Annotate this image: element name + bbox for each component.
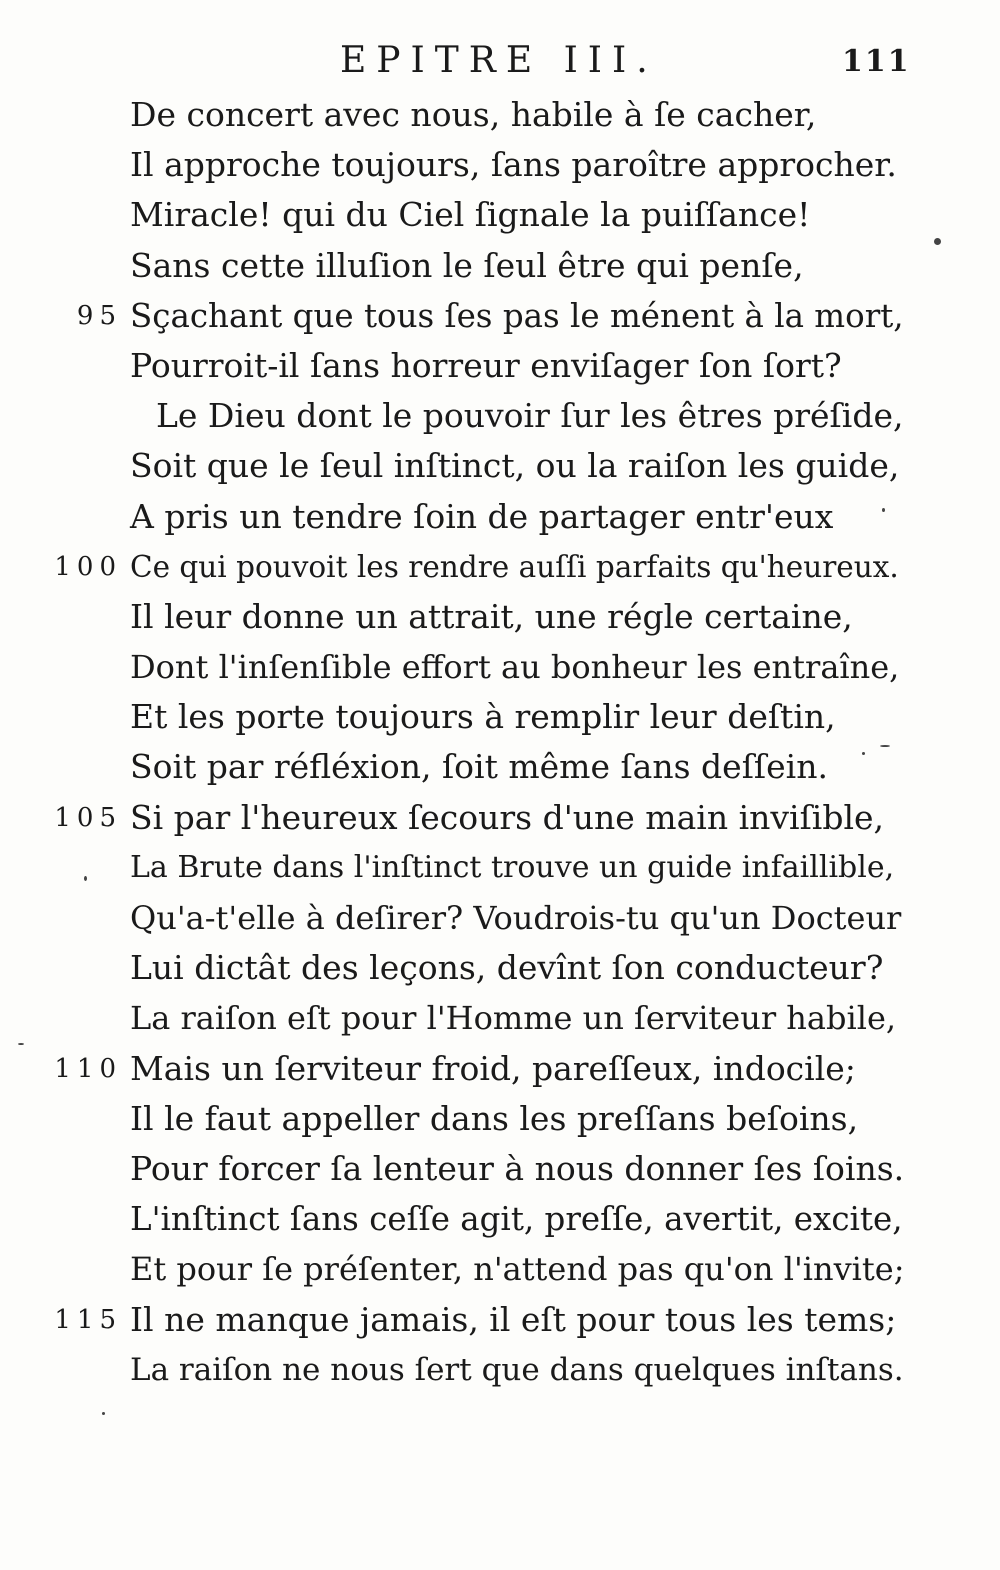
verse-number: 115: [54, 1304, 122, 1335]
verse-line: [0, 190, 1000, 240]
verse-line: [0, 1295, 1000, 1345]
page-number: 111: [842, 44, 911, 79]
verse-line: [0, 843, 1000, 893]
verse-text: Soit que le ſeul inſtinct, ou la raiſon les guide,: [130, 446, 900, 486]
verse-number: 110: [54, 1053, 122, 1084]
verse-text: Sçachant que tous ſes pas le ménent à la mort,: [130, 296, 904, 335]
verse-text: Et pour ſe préſenter, n'attend pas qu'on l'invite;: [130, 1250, 905, 1289]
verse-text: Dont l'inſenſible effort au bonheur les entraîne,: [130, 648, 900, 687]
verse-text: Qu'a-t'elle à deſirer? Voudrois-tu qu'un Docteur: [130, 899, 902, 937]
verse-line: [0, 441, 1000, 491]
verse-line: [0, 742, 1000, 792]
verse-line: [0, 1345, 1000, 1395]
verse-text: Si par l'heureux ſecours d'une main inviſible,: [130, 797, 885, 837]
verse-line: [0, 642, 1000, 692]
verse-line: [0, 793, 1000, 843]
ink-speck: [880, 745, 890, 747]
verse-line: [0, 1244, 1000, 1294]
ink-speck: [102, 1412, 105, 1415]
verse-text: La raiſon eſt pour l'Homme un ſerviteur habile,: [130, 999, 897, 1038]
verse-line: [0, 140, 1000, 190]
verse-line: [0, 943, 1000, 993]
verse-line: [0, 592, 1000, 642]
verse-text: Il approche toujours, ſans paroître approcher.: [130, 145, 897, 185]
verse-text: De concert avec nous, habile à ſe cacher,: [130, 95, 817, 134]
verse-line: [0, 1044, 1000, 1094]
verse-text: Miracle! qui du Ciel ſignale la puiſſance!: [130, 195, 811, 235]
verse-text: Il le faut appeller dans les preſſans beſoins,: [130, 1098, 859, 1138]
verse-text: La raiſon ne nous ſert que dans quelques inſtans.: [130, 1351, 904, 1388]
verse-text: La Brute dans l'inſtinct trouve un guide infaillible,: [130, 849, 895, 885]
verse-line: [0, 492, 1000, 542]
verse-text: Il ne manque jamais, il eſt pour tous les tems;: [130, 1299, 897, 1339]
verse-text: A pris un tendre ſoin de partager entr'eux: [130, 496, 834, 536]
verse-text: Le Dieu dont le pouvoir ſur les êtres préſide,: [156, 396, 904, 436]
verse-text: Il leur donne un attrait, une régle certaine,: [130, 596, 853, 636]
verse-text: Sans cette illuſion le ſeul être qui penſe,: [130, 245, 804, 285]
verse-line: [0, 993, 1000, 1043]
verse-text: Ce qui pouvoit les rendre auſſi parfaits qu'heureux.: [130, 549, 899, 584]
verse-text: Pourroit-il ſans horreur enviſager ſon ſort?: [130, 345, 842, 385]
verse-line: [0, 1144, 1000, 1194]
ink-speck: [84, 876, 87, 881]
poem-body: [0, 90, 1000, 1395]
ink-speck: [862, 752, 865, 755]
verse-line: [0, 391, 1000, 441]
verse-number: 95: [76, 300, 122, 331]
verse-line: [0, 291, 1000, 341]
verse-number: 105: [54, 802, 122, 833]
verse-line: [0, 1194, 1000, 1244]
verse-line: [0, 341, 1000, 391]
running-title: EPITRE III.: [340, 40, 658, 81]
verse-text: Mais un ſerviteur froid, pareſſeux, indocile;: [130, 1048, 856, 1088]
verse-line: [0, 692, 1000, 742]
verse-line: [0, 542, 1000, 592]
verse-line: [0, 90, 1000, 140]
running-head: [0, 40, 1000, 90]
verse-text: Et les porte toujours à remplir leur deſtin,: [130, 697, 836, 737]
verse-text: Lui dictât des leçons, devînt ſon conducteur?: [130, 948, 884, 988]
verse-number: 100: [54, 551, 122, 582]
ink-speck: [934, 238, 941, 245]
verse-text: Pour forcer ſa lenteur à nous donner ſes ſoins.: [130, 1148, 905, 1188]
verse-line: [0, 893, 1000, 943]
verse-text: L'inſtinct ſans ceſſe agit, preſſe, avertit, excite,: [130, 1200, 903, 1239]
ink-speck: [18, 1043, 24, 1045]
verse-line: [0, 241, 1000, 291]
verse-line: [0, 1094, 1000, 1144]
ink-speck: [882, 508, 885, 512]
verse-text: Soit par réfléxion, ſoit même ſans deſſein.: [130, 747, 828, 787]
